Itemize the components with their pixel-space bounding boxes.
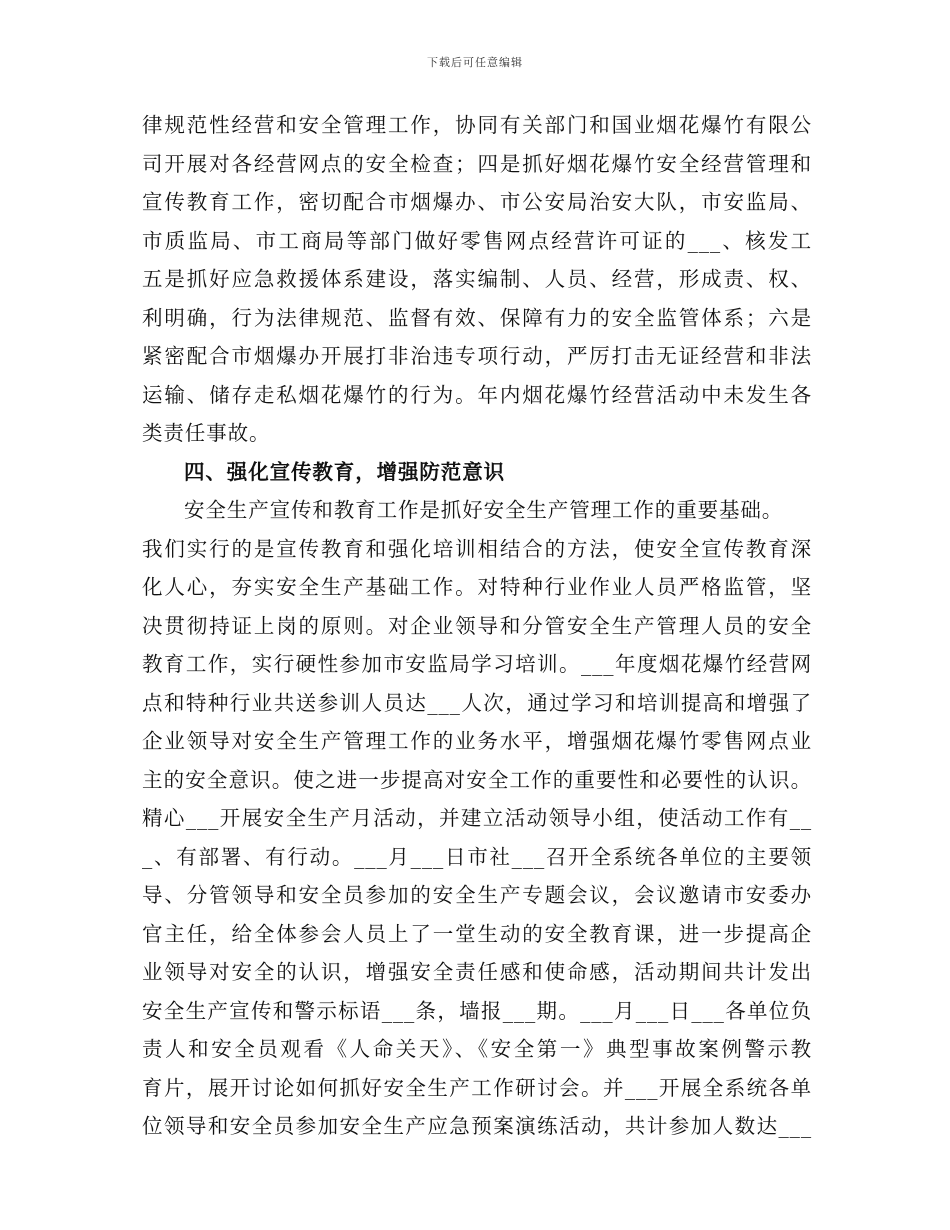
text-line: 决贯彻持证上岗的原则。对企业领导和分管安全生产管理人员的安全 — [142, 613, 812, 638]
text-line: 利明确，行为法律规范、监督有效、保障有力的安全监管体系；六是 — [142, 305, 812, 330]
paragraph-first-line: 安全生产宣传和教育工作是抓好安全生产管理工作的重要基础。 — [184, 498, 784, 522]
text-line: 紧密配合市烟爆办开展打非治违专项行动，严厉打击无证经营和非法 — [142, 344, 812, 368]
text-line: 化人心，夯实安全生产基础工作。对特种行业作业人员严格监管，坚 — [142, 575, 812, 599]
text-line: 律规范性经营和安全管理工作，协同有关部门和国业烟花爆竹有限公 — [142, 113, 812, 137]
text-line: 位领导和安全员参加安全生产应急预案演练活动，共计参加人数达___ — [142, 1114, 812, 1138]
text-line: 官主任，给全体参会人员上了一堂生动的安全教育课，进一步提高企 — [142, 921, 812, 946]
text-line: 宣传教育工作，密切配合市烟爆办、市公安局治安大队，市安监局、 — [142, 190, 812, 214]
text-line: 企业领导对安全生产管理工作的业务水平，增强烟花爆竹零售网点业 — [142, 729, 812, 753]
text-line: 市质监局、市工商局等部门做好零售网点经营许可证的___、核发工 — [142, 228, 812, 253]
text-line: 精心___开展安全生产月活动，并建立活动领导小组，使活动工作有__ — [142, 806, 812, 830]
text-line: 运输、储存走私烟花爆竹的行为。年内烟花爆竹经营活动中未发生各 — [142, 382, 812, 407]
text-line: 司开展对各经营网点的安全检查；四是抓好烟花爆竹安全经营管理和 — [142, 151, 812, 176]
text-line: 导、分管领导和安全员参加的安全生产专题会议，会议邀请市安委办 — [142, 883, 812, 907]
page-header: 下载后可任意编辑 — [427, 56, 523, 69]
text-line: 育片，展开讨论如何抓好安全生产工作研讨会。并___开展全系统各单 — [142, 1075, 812, 1100]
text-line: 主的安全意识。使之进一步提高对安全工作的重要性和必要性的认识。 — [142, 767, 812, 792]
text-line: 教育工作，实行硬性参加市安监局学习培训。___年度烟花爆竹经营网 — [142, 652, 812, 676]
text-line: 五是抓好应急救援体系建设，落实编制、人员、经营，形成责、权、 — [142, 267, 812, 291]
document-body — [142, 106, 812, 1146]
text-line: 我们实行的是宣传教育和强化培训相结合的方法，使安全宣传教育深 — [142, 536, 812, 561]
text-line: 责人和安全员观看《人命关天》、《安全第一》典型事故案例警示教 — [142, 1037, 812, 1061]
text-line: 安全生产宣传和警示标语___条，墙报___期。___月___日___各单位负 — [142, 998, 812, 1023]
text-line: 点和特种行业共送参训人员达___人次，通过学习和培训提高和增强了 — [142, 690, 812, 715]
text-line: 类责任事故。 — [142, 421, 271, 445]
text-line: _、有部署、有行动。___月___日市社___召开全系统各单位的主要领 — [142, 844, 812, 869]
section-heading: 四、强化宣传教育，增强防范意识 — [184, 459, 505, 484]
text-line: 业领导对安全的认识，增强安全责任感和使命感，活动期间共计发出 — [142, 960, 812, 984]
